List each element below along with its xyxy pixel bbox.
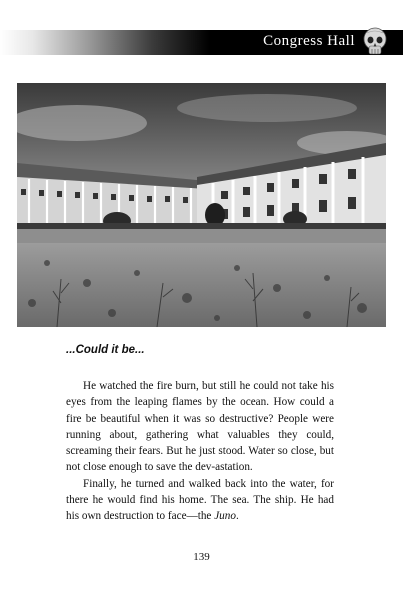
paragraph-2-end: . (235, 510, 239, 523)
section-heading: ...Could it be... (66, 344, 145, 356)
page-number: 139 (193, 551, 210, 563)
running-header (0, 30, 403, 55)
skull-icon (361, 27, 389, 57)
paragraph-1: He watched the fire burn, but still he could not take his eyes from the leaping flames by the ocean. How could a fire be beautiful when it was so destructive? People were running about, gathering what valuables they could, screaming their fears. But he just stood. Water so close, but not close enough to save the dev-astation. (66, 380, 334, 474)
paragraph-2 (66, 476, 334, 525)
congress-hall-photo (17, 83, 386, 327)
paragraph-2-text: Finally, he turned and walked back into the water, for there he would find his home. The sea. The ship. He had his own destruction to face—the (66, 477, 334, 523)
ship-name-emphasis: Juno (214, 510, 236, 523)
running-header-title: Congress Hall (263, 33, 355, 49)
body-text (66, 378, 334, 525)
